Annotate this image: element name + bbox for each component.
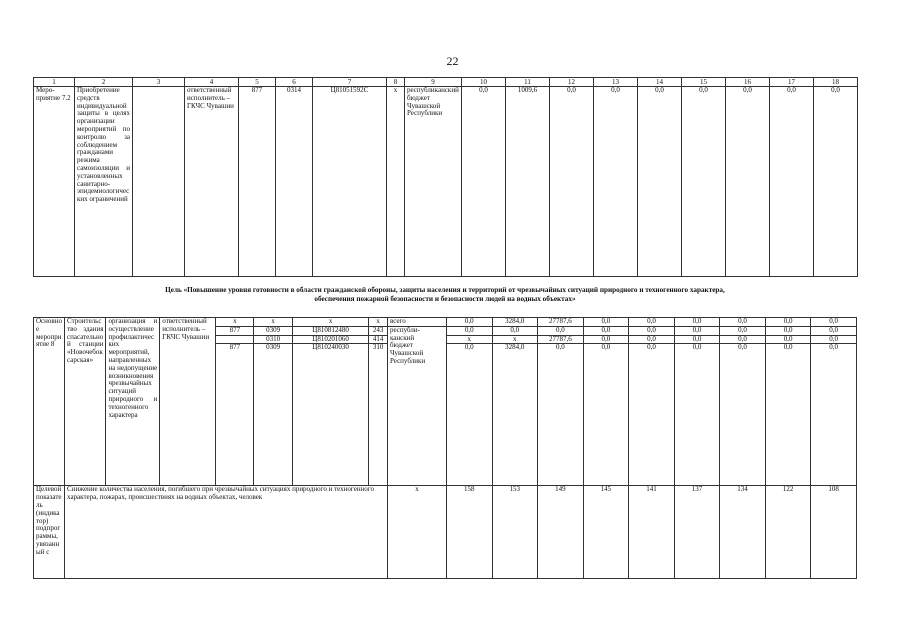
indicator-value: 149 <box>538 486 584 579</box>
budget-table-bottom <box>33 317 857 579</box>
indicator-value: 141 <box>629 486 675 579</box>
column-number-cell: 13 <box>594 78 638 87</box>
value-cell: 0,0 <box>765 326 811 335</box>
column-number-cell: 15 <box>682 78 726 87</box>
value-cell: 0,0 <box>492 326 538 335</box>
indicator-name: Целевой показатель (индикатор) подпрограммы, увязанный с <box>34 486 65 579</box>
value-cell: 0,0 <box>720 326 766 335</box>
value-cell: 0,0 <box>770 87 814 277</box>
value-cell: 0,0 <box>446 318 492 327</box>
indicator-value: 122 <box>765 486 811 579</box>
value-cell: 0,0 <box>674 326 720 335</box>
indicator-value: 158 <box>446 486 492 579</box>
column-number-cell: 14 <box>638 78 682 87</box>
source-cell: всего <box>387 318 446 327</box>
value-cell: 3284,0 <box>492 318 538 327</box>
value-cell: 0,0 <box>814 87 858 277</box>
goal-line-2: обеспечения пожарной безопасности и безопасности людей на водных объектах» <box>314 295 576 303</box>
csr-cell: x <box>292 318 369 327</box>
grbs-cell: 877 <box>239 87 276 277</box>
column-number-cell: 17 <box>770 78 814 87</box>
page-number: 22 <box>446 54 459 68</box>
column-number-cell: 7 <box>313 78 387 87</box>
row-description: Строительство здания спасательной станции «Новочебоксарская» <box>65 318 106 486</box>
value-cell: 0,0 <box>811 318 857 327</box>
value-cell: 3284,0 <box>492 344 538 486</box>
rzpr-cell: 0314 <box>276 87 313 277</box>
value-cell: 0,0 <box>583 318 629 327</box>
column-number-cell: 8 <box>387 78 405 87</box>
vr-cell: x <box>387 87 405 277</box>
row-goal <box>133 87 185 277</box>
value-cell: 0,0 <box>550 87 594 277</box>
source-line: канский <box>389 333 415 342</box>
value-cell: 0,0 <box>446 344 492 486</box>
rzpr-cell: 0310 <box>254 335 292 344</box>
column-number-cell: 6 <box>276 78 313 87</box>
value-cell: 27787,6 <box>538 335 584 344</box>
vr-cell: x <box>387 486 446 579</box>
value-cell: 0,0 <box>811 326 857 335</box>
row-description: Приобретение средств индивидуальной защиты в целях организации мероприятий по контролю за соблюдением гражданами режима самоизоляции и установленных санитарно-эпидемиологических ограничений <box>75 87 133 277</box>
grbs-cell: 877 <box>216 326 254 335</box>
column-number-cell: 3 <box>133 78 185 87</box>
column-number-cell: 12 <box>550 78 594 87</box>
source-cell <box>387 326 446 486</box>
table-row <box>34 486 857 579</box>
column-number-cell: 10 <box>462 78 506 87</box>
value-cell: 0,0 <box>538 344 584 486</box>
value-cell: 0,0 <box>811 335 857 344</box>
value-cell: 0,0 <box>462 87 506 277</box>
value-cell: x <box>492 335 538 344</box>
indicator-value: 134 <box>720 486 766 579</box>
csr-cell: Ц810812480 <box>292 326 369 335</box>
column-number-row <box>34 78 858 87</box>
csr-cell: Ц810240030 <box>292 344 369 486</box>
value-cell: 0,0 <box>726 87 770 277</box>
column-number-cell: 2 <box>75 78 133 87</box>
rzpr-cell: 0309 <box>254 344 292 486</box>
value-cell: 0,0 <box>583 344 629 486</box>
grbs-cell: 877 <box>216 344 254 486</box>
value-cell: 0,0 <box>629 318 675 327</box>
column-number-cell: 4 <box>185 78 239 87</box>
vr-cell: 310 <box>369 344 388 486</box>
value-cell: 27787,6 <box>538 318 584 327</box>
value-cell: 0,0 <box>638 87 682 277</box>
value-cell: 0,0 <box>674 344 720 486</box>
value-cell: 0,0 <box>811 344 857 486</box>
column-number-cell: 5 <box>239 78 276 87</box>
value-cell: 0,0 <box>629 335 675 344</box>
csr-cell: Ц810201060 <box>292 335 369 344</box>
column-number-cell: 11 <box>506 78 550 87</box>
rzpr-cell: x <box>254 318 292 327</box>
goal-heading <box>33 286 857 304</box>
value-cell: 0,0 <box>674 335 720 344</box>
value-cell: 0,0 <box>674 318 720 327</box>
value-cell: 0,0 <box>629 344 675 486</box>
value-cell: 0,0 <box>765 335 811 344</box>
indicator-description: Снижение количества населения, погибшего при чрезвычайных ситуациях природного и техногенного характера, пожарах, происшествиях на водных объектах, человек <box>65 486 388 579</box>
grbs-cell: x <box>216 318 254 327</box>
grbs-cell <box>216 335 254 344</box>
value-cell: 0,0 <box>720 335 766 344</box>
value-cell: 0,0 <box>446 326 492 335</box>
value-cell: x <box>446 335 492 344</box>
source-line: бюджет Чувашской Республики <box>389 341 426 365</box>
value-cell: 0,0 <box>765 318 811 327</box>
goal-line-1: Цель «Повышение уровня готовности в области гражданской обороны, защиты населения и территорий от чрезвычайных ситуаций природного и техногенного характера, <box>165 286 725 294</box>
column-number-cell: 1 <box>34 78 75 87</box>
value-cell: 0,0 <box>720 344 766 486</box>
source-cell: республиканский бюджет Чувашской Республики <box>405 87 462 277</box>
row-executor: ответственный исполнитель – ГКЧС Чувашии <box>185 87 239 277</box>
value-cell: 0,0 <box>765 344 811 486</box>
indicator-value: 145 <box>583 486 629 579</box>
row-executor: ответственный исполнитель – ГКЧС Чувашии <box>160 318 216 486</box>
value-cell: 0,0 <box>720 318 766 327</box>
source-line: республи- <box>389 326 420 334</box>
vr-cell: 243 <box>369 326 388 335</box>
row-name: Основное мероприятие 8 <box>34 318 65 486</box>
value-cell: 0,0 <box>594 87 638 277</box>
vr-cell: 414 <box>369 335 388 344</box>
column-number-cell: 18 <box>814 78 858 87</box>
column-number-cell: 16 <box>726 78 770 87</box>
row-name: Меро-приятие 7.2 <box>34 87 75 277</box>
row-goal: организация и осуществление профилактических мероприятий, направленных на недопущение возникновения чрезвычайных ситуаций природного и техногенного характера <box>106 318 160 486</box>
value-cell: 0,0 <box>583 326 629 335</box>
rzpr-cell: 0309 <box>254 326 292 335</box>
value-cell: 0,0 <box>583 335 629 344</box>
value-cell: 0,0 <box>682 87 726 277</box>
value-cell: 0,0 <box>629 326 675 335</box>
table-row <box>34 87 858 277</box>
value-cell: 0,0 <box>538 326 584 335</box>
indicator-value: 153 <box>492 486 538 579</box>
indicator-value: 108 <box>811 486 857 579</box>
indicator-value: 137 <box>674 486 720 579</box>
csr-cell: Ц81051592С <box>313 87 387 277</box>
vr-cell: x <box>369 318 388 327</box>
budget-table-top <box>33 77 858 277</box>
value-cell: 1009,6 <box>506 87 550 277</box>
column-number-cell: 9 <box>405 78 462 87</box>
table-row <box>34 318 857 327</box>
